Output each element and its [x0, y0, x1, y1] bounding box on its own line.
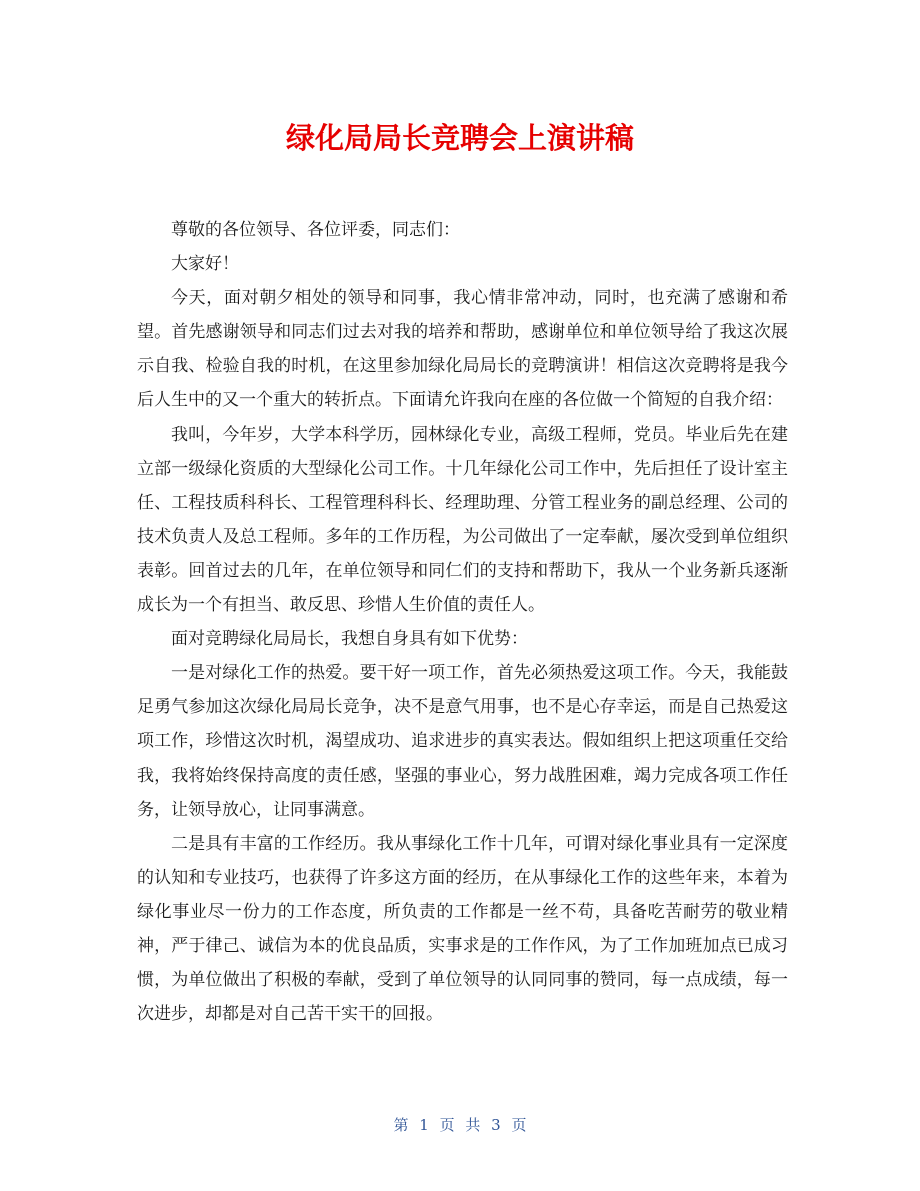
paragraph-opening: 今天，面对朝夕相处的领导和同事，我心情非常冲动，同时，也充满了感谢和希望。首先感谢领导和同志们过去对我的培养和帮助，感谢单位和单位领导给了我这次展示自我、检验自我的时机，在这里参加绿化局局长的竞聘演讲！相信这次竞聘将是我今后人生中的又一个重大的转折点。下面请允许我向在座的各位做一个简短的自我介绍：	[137, 288, 788, 411]
paragraph-advantage-one: 一是对绿化工作的热爱。要干好一项工作，首先必须热爱这项工作。今天，我能鼓足勇气参加这次绿化局局长竞争，决不是意气用事，也不是心存幸运，而是自己热爱这项工作，珍惜这次时机，渴望成功、追求进步的真实表达。假如组织上把这项重任交给我，我将始终保持高度的责任感，坚强的事业心，努力战胜困难，竭力完成各项工作任务，让领导放心，让同事满意。	[137, 663, 788, 820]
document-body	[137, 213, 788, 1031]
document-title: 绿化局局长竞聘会上演讲稿	[285, 121, 634, 155]
paragraph-salutation: 尊敬的各位领导、各位评委，同志们：	[171, 220, 460, 240]
paragraph-advantages-intro: 面对竞聘绿化局局长，我想自身具有如下优势：	[171, 629, 528, 650]
page-number-footer: 第 1 页 共 3 页	[393, 1116, 527, 1134]
paragraph-self-introduction: 我叫，今年岁，大学本科学历，园林绿化专业，高级工程师，党员。毕业后先在建立部一级绿化资质的大型绿化公司工作。十几年绿化公司工作中，先后担任了设计室主任、工程技质科科长、工程管理科科长、经理助理、分管工程业务的副总经理、公司的技术负责人及总工程师。多年的工作历程，为公司做出了一定奉献，屡次受到单位组织表彰。回首过去的几年，在单位领导和同仁们的支持和帮助下，我从一个业务新兵逐渐成长为一个有担当、敢反思、珍惜人生价值的责任人。	[137, 424, 788, 616]
paragraph-greeting: 大家好！	[171, 254, 239, 275]
paragraph-advantage-two: 二是具有丰富的工作经历。我从事绿化工作十几年，可谓对绿化事业具有一定深度的认知和专业技巧，也获得了许多这方面的经历，在从事绿化工作的这些年来，本着为绿化事业尽一份力的工作态度，所负责的工作都是一丝不苟，具备吃苦耐劳的敬业精神，严于律己、诚信为本的优良品质，实事求是的工作作风，为了工作加班加点已成习惯，为单位做出了积极的奉献，受到了单位领导的认同同事的赞同，每一点成绩，每一次进步，却都是对自己苦干实干的回报。	[137, 833, 788, 1025]
